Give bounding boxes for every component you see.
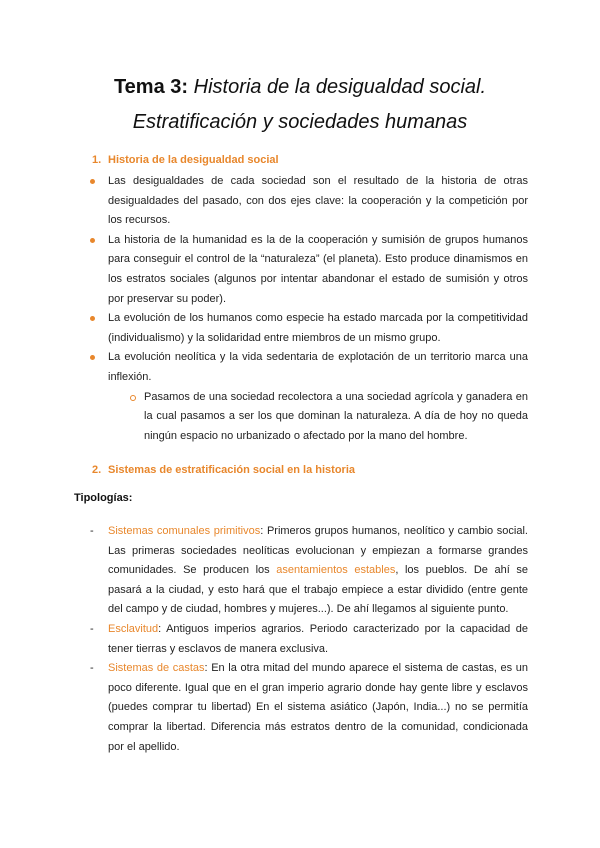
term-highlight: Sistemas de castas (108, 662, 205, 675)
title-line2: Estratificación y sociedades humanas (132, 111, 468, 133)
bullet-icon (90, 238, 95, 243)
section2-number: 2. (92, 464, 102, 476)
title-prefix: Tema 3: (113, 76, 189, 98)
title-line1: Historia de la desigualdad social. (193, 76, 487, 98)
list-item: - Sistemas de castas: En la otra mitad del mundo aparece el sistema de castas, es un poco diferente. Igual que en el gran imperio agrario donde hay gente libre y esclavos (puedes comprar tu libertad) En el sistema asiático (Japón, India...) no se permitía comprar la libertad. Diferencia más estratos dentro de la comunidad, condicionada por el apellido. (90, 659, 528, 757)
section1-title: Historia de la desigualdad social (108, 154, 279, 166)
dash-marker: - (90, 662, 94, 675)
dash-marker: - (90, 622, 94, 635)
bullet-icon (90, 355, 95, 360)
term-highlight: Sistemas comunales primitivos (108, 525, 261, 537)
dash-marker: - (90, 525, 94, 537)
list-item: Las desigualdades de cada sociedad son el resultado de la historia de otras desigualdades del pasado, con dos ejes clave: la cooperación y la competición por los recursos. (90, 172, 528, 231)
tipologias-list (90, 522, 528, 757)
list-item: La evolución de los humanos como especie ha estado marcada por la competitividad (individualismo) y la solidaridad entre miembros de un mismo grupo. (90, 309, 528, 348)
bullet-icon (90, 316, 95, 321)
list-item: La historia de la humanidad es la de la cooperación y sumisión de grupos humanos para conseguir el control de la “naturaleza” (el planeta). Esto produce dinamismos en los estratos sociales (algunos por intentar abandonar el estado de sumisión y otros por preservar su poder). (90, 231, 528, 309)
list-item: La evolución neolítica y la vida sedentaria de explotación de un territorio marca una inflexión. Pasamos de una sociedad recolectora a una sociedad agrícola y ganadera en la cual pasamos a ser los que dominan la naturaleza. A día de hoy no queda ningún espacio no urbanizado o afectado por la mano del hombre. (90, 348, 528, 446)
section2-title: Sistemas de estratificación social en la historia (108, 464, 355, 476)
page-title-line1 (0, 74, 600, 100)
sub-list-item: Pasamos de una sociedad recolectora a una sociedad agrícola y ganadera en la cual pasamos a ser los que dominan la naturaleza. A día de hoy no queda ningún espacio no urbanizado o afectado por la mano del hombre. (108, 388, 528, 447)
section1-heading (92, 154, 279, 166)
inline-highlight: asentamientos estables (276, 564, 396, 577)
hollow-bullet-icon (130, 395, 136, 401)
sub-bullet-list (108, 388, 528, 447)
term-highlight: Esclavitud (108, 622, 159, 635)
tipologias-label: Tipologías: (74, 492, 133, 504)
page-title-line2 (0, 109, 600, 135)
list-item: - Esclavitud: Antiguos imperios agrarios. Periodo caracterizado por la capacidad de tener tierras y esclavos de manera exclusiva. (90, 620, 528, 659)
section1-bullet-list (90, 172, 528, 446)
section1-number: 1. (92, 154, 102, 166)
bullet-icon (90, 179, 95, 184)
section2-heading (92, 464, 355, 476)
list-item: - Sistemas comunales primitivos: Primeros grupos humanos, neolítico y cambio social. Las primeras sociedades neolíticas evolucionan y empiezan a formarse grandes comunidades. Se producen los asentamientos estables, los pueblos. De ahí se pasará a la ciudad, y esto hará que el trabajo empiece a estar dividido (entre gente del campo y de ciudad, hombres y mujeres...). De ahí llegamos al siguiente punto. (90, 522, 528, 620)
